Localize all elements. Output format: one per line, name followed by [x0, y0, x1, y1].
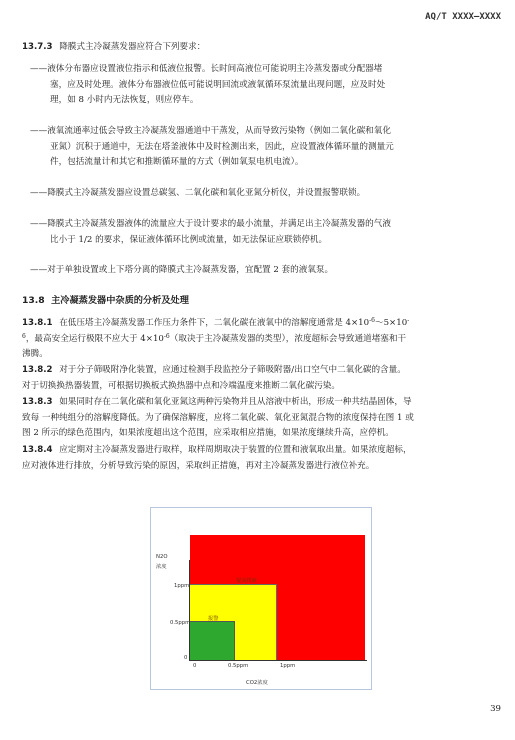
superscript: 6	[22, 332, 26, 340]
section-13-8-2	[22, 363, 498, 394]
section-13-8-1	[22, 316, 498, 363]
section-13-8-3	[22, 395, 498, 442]
paragraph-text: 图 2 所示的绿色范围内，如果浓度超出这个范围，应采取相应措施，如果浓度继续升高，应停机。	[22, 428, 394, 438]
y-axis	[189, 560, 190, 660]
page-number: 39	[490, 704, 501, 714]
section-number: 13.8.4	[22, 445, 53, 455]
paragraph-text: 在低压塔主冷凝蒸发器工作压力条件下，二氧化碳在液氧中的溶解度通常是 4×10	[59, 318, 370, 328]
list-item-line: ——降膜式主冷凝蒸发器液体的流量应大于设计要求的最小流量，并满足出主冷凝蒸发器的气液	[30, 219, 391, 229]
superscript: -	[407, 317, 410, 324]
paragraph-text: 如果同时存在二氧化碳和氧化亚氮这两种污染物并且从溶液中析出，形成一种共结晶固体，导	[59, 397, 412, 407]
list-item	[30, 62, 482, 109]
section-heading	[22, 292, 189, 306]
list-item	[30, 217, 482, 248]
list-item-line: ——液体分布器应设置液位指示和低液位报警。长时间高液位可能说明主冷蒸发器或分配器堵	[30, 64, 383, 74]
document-header: AQ/T XXXX—XXXX	[425, 12, 501, 22]
green-zone	[190, 621, 235, 661]
list-item-line: 塞，应及时处理。液体分布器液位低可能说明回流或液氧循环泵流量出现问题，应及时处	[50, 79, 386, 90]
y-tick-label: 0.5ppm	[170, 620, 191, 626]
x-tick-label: 0.5ppm	[228, 663, 249, 669]
paragraph-text: 应定期对主冷凝蒸发器进行取样，取样周期取决于装置的位置和液氧取出量。如果浓度超标，	[59, 445, 412, 455]
x-axis-label: CO2浓度	[246, 680, 268, 686]
paragraph-text: 对于分子筛吸附净化装置，应通过检测手段监控分子筛吸附器/出口空气中二氧化碳的含量。	[59, 365, 406, 375]
superscript: -6	[163, 332, 170, 340]
x-tick-label: 1ppm	[280, 663, 296, 669]
section-title: 主冷凝蒸发器中杂质的分析及处理	[51, 295, 189, 306]
list-item	[30, 186, 482, 202]
list-item-line: 比小于 1/2 的要求，保证液体循环比例或流量，如无法保证应联锁停机。	[50, 234, 328, 245]
paragraph-text: 对于切换换热器装置，可根据切换板式换热器中点和冷端温度来推断二氧化碳污染。	[22, 380, 340, 391]
section-13-7-3	[22, 40, 498, 56]
paragraph-text: 沸腾。	[22, 349, 48, 359]
list-item-line: ——液氧流通率过低会导致主冷凝蒸发器通道中干蒸发，从而导致污染物（例如二氧化碳和氧化	[30, 126, 391, 136]
superscript: -6	[369, 317, 375, 324]
section-number: 13.8.2	[22, 365, 53, 375]
paragraph-text: （取决于主冷凝蒸发器的类型），浓度超标会导致通道堵塞和干	[169, 333, 407, 344]
list-item-line: 理，如 8 小时内无法恢复，则应停车。	[50, 95, 199, 105]
x-tick-label: 0	[193, 663, 197, 669]
list-item-line: 件，包括流量计和其它和推断循环量的方式（例如氧泵电机电流）。	[50, 157, 304, 167]
paragraph-text: 致每 一种纯组分的溶解度降低。为了确保溶解度，应将二氧化碳、氧化亚氮混合物的浓度保持在图 1 或	[22, 412, 414, 423]
paragraph-text: ～5×10	[374, 318, 408, 328]
yellow-zone-label: 提高排液	[236, 578, 257, 584]
section-number: 13.8	[22, 295, 45, 306]
list-item-line: ——降膜式主冷凝蒸发器应设置总碳氢、二氧化碳和氧化亚氮分析仪，并设置报警联锁。	[30, 188, 366, 198]
y-axis-label: 浓度	[156, 564, 167, 570]
section-number: 13.8.1	[22, 318, 53, 328]
green-zone-label: 报警	[208, 616, 219, 622]
list-item-line: 亚氮）沉积于通道中，无法在塔釜液体中及时检测出来，因此，应设置液体循环量的测量元	[50, 141, 394, 152]
paragraph-text: ，最高安全运行极限不应大于 4×10	[25, 333, 164, 344]
paragraph-text: 应对液体进行排放，分析导致污染的原因，采取纠正措施，再对主冷凝蒸发器进行液位补充。	[22, 460, 375, 471]
x-axis	[189, 660, 367, 661]
list-item-line: ——对于单独设置或上下塔分离的降膜式主冷凝蒸发器，宜配置 2 套的液氧泵。	[30, 265, 334, 275]
y-tick-label: 1ppm	[174, 583, 190, 589]
y-axis-label: N2O	[156, 554, 168, 560]
section-number: 13.7.3	[22, 42, 53, 52]
list-item	[30, 263, 482, 279]
list-item	[30, 124, 482, 171]
section-text: 降膜式主冷凝蒸发器应符合下列要求：	[59, 42, 206, 52]
section-number: 13.8.3	[22, 397, 53, 407]
y-tick-label: 0	[184, 655, 188, 661]
section-13-8-4	[22, 443, 498, 474]
